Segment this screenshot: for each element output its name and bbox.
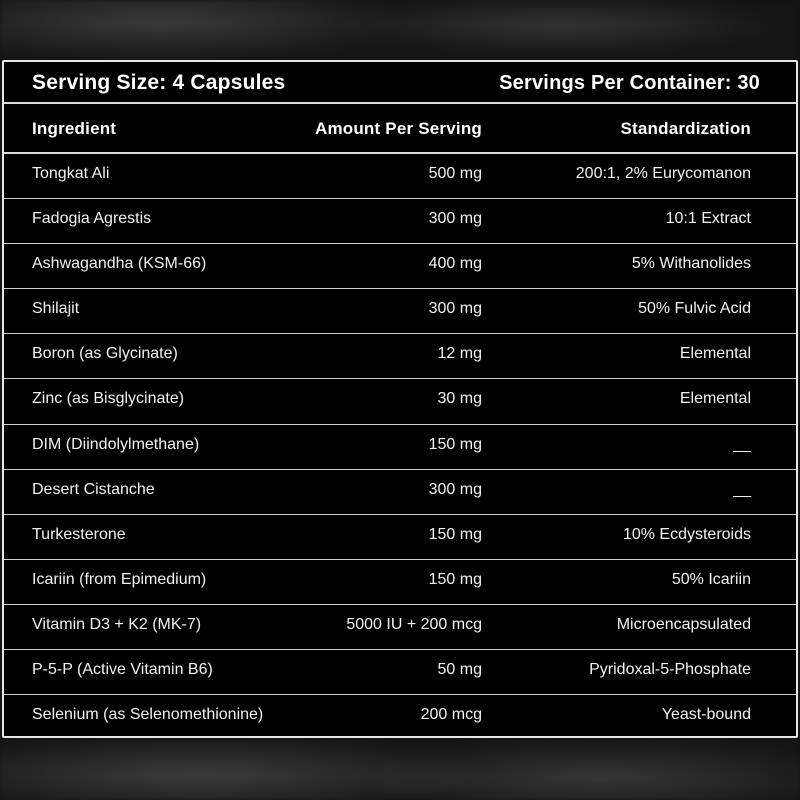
- table-row: [4, 154, 796, 199]
- table-row: [4, 334, 796, 379]
- ingredient-amount: 12 mg: [437, 345, 482, 363]
- ingredient-amount: 200 mcg: [420, 706, 482, 724]
- ingredient-standardization: 5% Withanolides: [631, 255, 751, 273]
- ingredient-standardization: Pyridoxal-5-Phosphate: [589, 661, 751, 679]
- ingredient-amount: 50 mg: [437, 661, 482, 679]
- serving-size: Serving Size: 4 Capsules: [32, 71, 286, 94]
- ingredient-standardization: __: [733, 480, 751, 498]
- table-row: [4, 379, 796, 424]
- header-standardization: Standardization: [620, 119, 751, 138]
- ingredient-standardization: 50% Icariin: [671, 570, 751, 588]
- serving-info-bar: [4, 62, 796, 104]
- ingredient-name: DIM (Diindolylmethane): [32, 435, 200, 453]
- supplement-facts-panel: [2, 60, 798, 738]
- ingredient-standardization: 50% Fulvic Acid: [638, 300, 751, 318]
- ingredient-amount: 300 mg: [428, 210, 482, 228]
- ingredient-amount: 300 mg: [428, 480, 482, 498]
- ingredient-name: Icariin (from Epimedium): [32, 570, 207, 588]
- table-row: [4, 470, 796, 515]
- ingredient-amount: 500 mg: [428, 165, 482, 182]
- header-amount: Amount Per Serving: [314, 119, 482, 138]
- ingredient-name: Selenium (as Selenomethionine): [32, 706, 264, 724]
- ingredient-standardization: 10:1 Extract: [665, 210, 751, 228]
- table-row: [4, 560, 796, 605]
- ingredient-standardization: Elemental: [679, 390, 751, 408]
- ingredient-standardization: Microencapsulated: [616, 615, 751, 633]
- ingredient-name: Tongkat Ali: [32, 165, 110, 182]
- table-row: [4, 650, 796, 695]
- ingredient-name: Desert Cistanche: [32, 480, 155, 498]
- ingredient-standardization: 200:1, 2% Eurycomanon: [575, 165, 751, 182]
- ingredient-name: Boron (as Glycinate): [32, 345, 178, 363]
- ingredient-name: Shilajit: [32, 300, 80, 318]
- table-row: [4, 425, 796, 470]
- ingredient-amount: 150 mg: [428, 525, 482, 543]
- ingredient-name: Turkesterone: [32, 525, 126, 543]
- ingredient-name: Vitamin D3 + K2 (MK-7): [32, 615, 202, 633]
- ingredient-name: Ashwagandha (KSM-66): [32, 255, 207, 273]
- ingredient-amount: 5000 IU + 200 mcg: [346, 615, 482, 633]
- ingredient-name: Zinc (as Bisglycinate): [32, 390, 185, 408]
- ingredient-name: P-5-P (Active Vitamin B6): [32, 661, 213, 679]
- header-ingredient: Ingredient: [32, 119, 117, 138]
- table-row: [4, 289, 796, 334]
- ingredient-standardization: __: [733, 435, 751, 453]
- ingredient-amount: 30 mg: [437, 390, 482, 408]
- servings-per-container: Servings Per Container: 30: [499, 72, 760, 94]
- table-row: [4, 199, 796, 244]
- table-row: [4, 515, 796, 560]
- table-row: [4, 605, 796, 650]
- ingredient-table: [4, 154, 796, 740]
- table-header: [4, 104, 796, 154]
- ingredient-standardization: Yeast-bound: [661, 706, 751, 724]
- ingredient-standardization: 10% Ecdysteroids: [622, 525, 751, 543]
- ingredient-standardization: Elemental: [679, 345, 751, 363]
- ingredient-amount: 150 mg: [428, 435, 482, 453]
- ingredient-amount: 400 mg: [428, 255, 482, 273]
- ingredient-name: Fadogia Agrestis: [32, 210, 152, 228]
- table-row: [4, 244, 796, 289]
- ingredient-amount: 300 mg: [428, 300, 482, 318]
- ingredient-amount: 150 mg: [428, 570, 482, 588]
- table-row: [4, 695, 796, 740]
